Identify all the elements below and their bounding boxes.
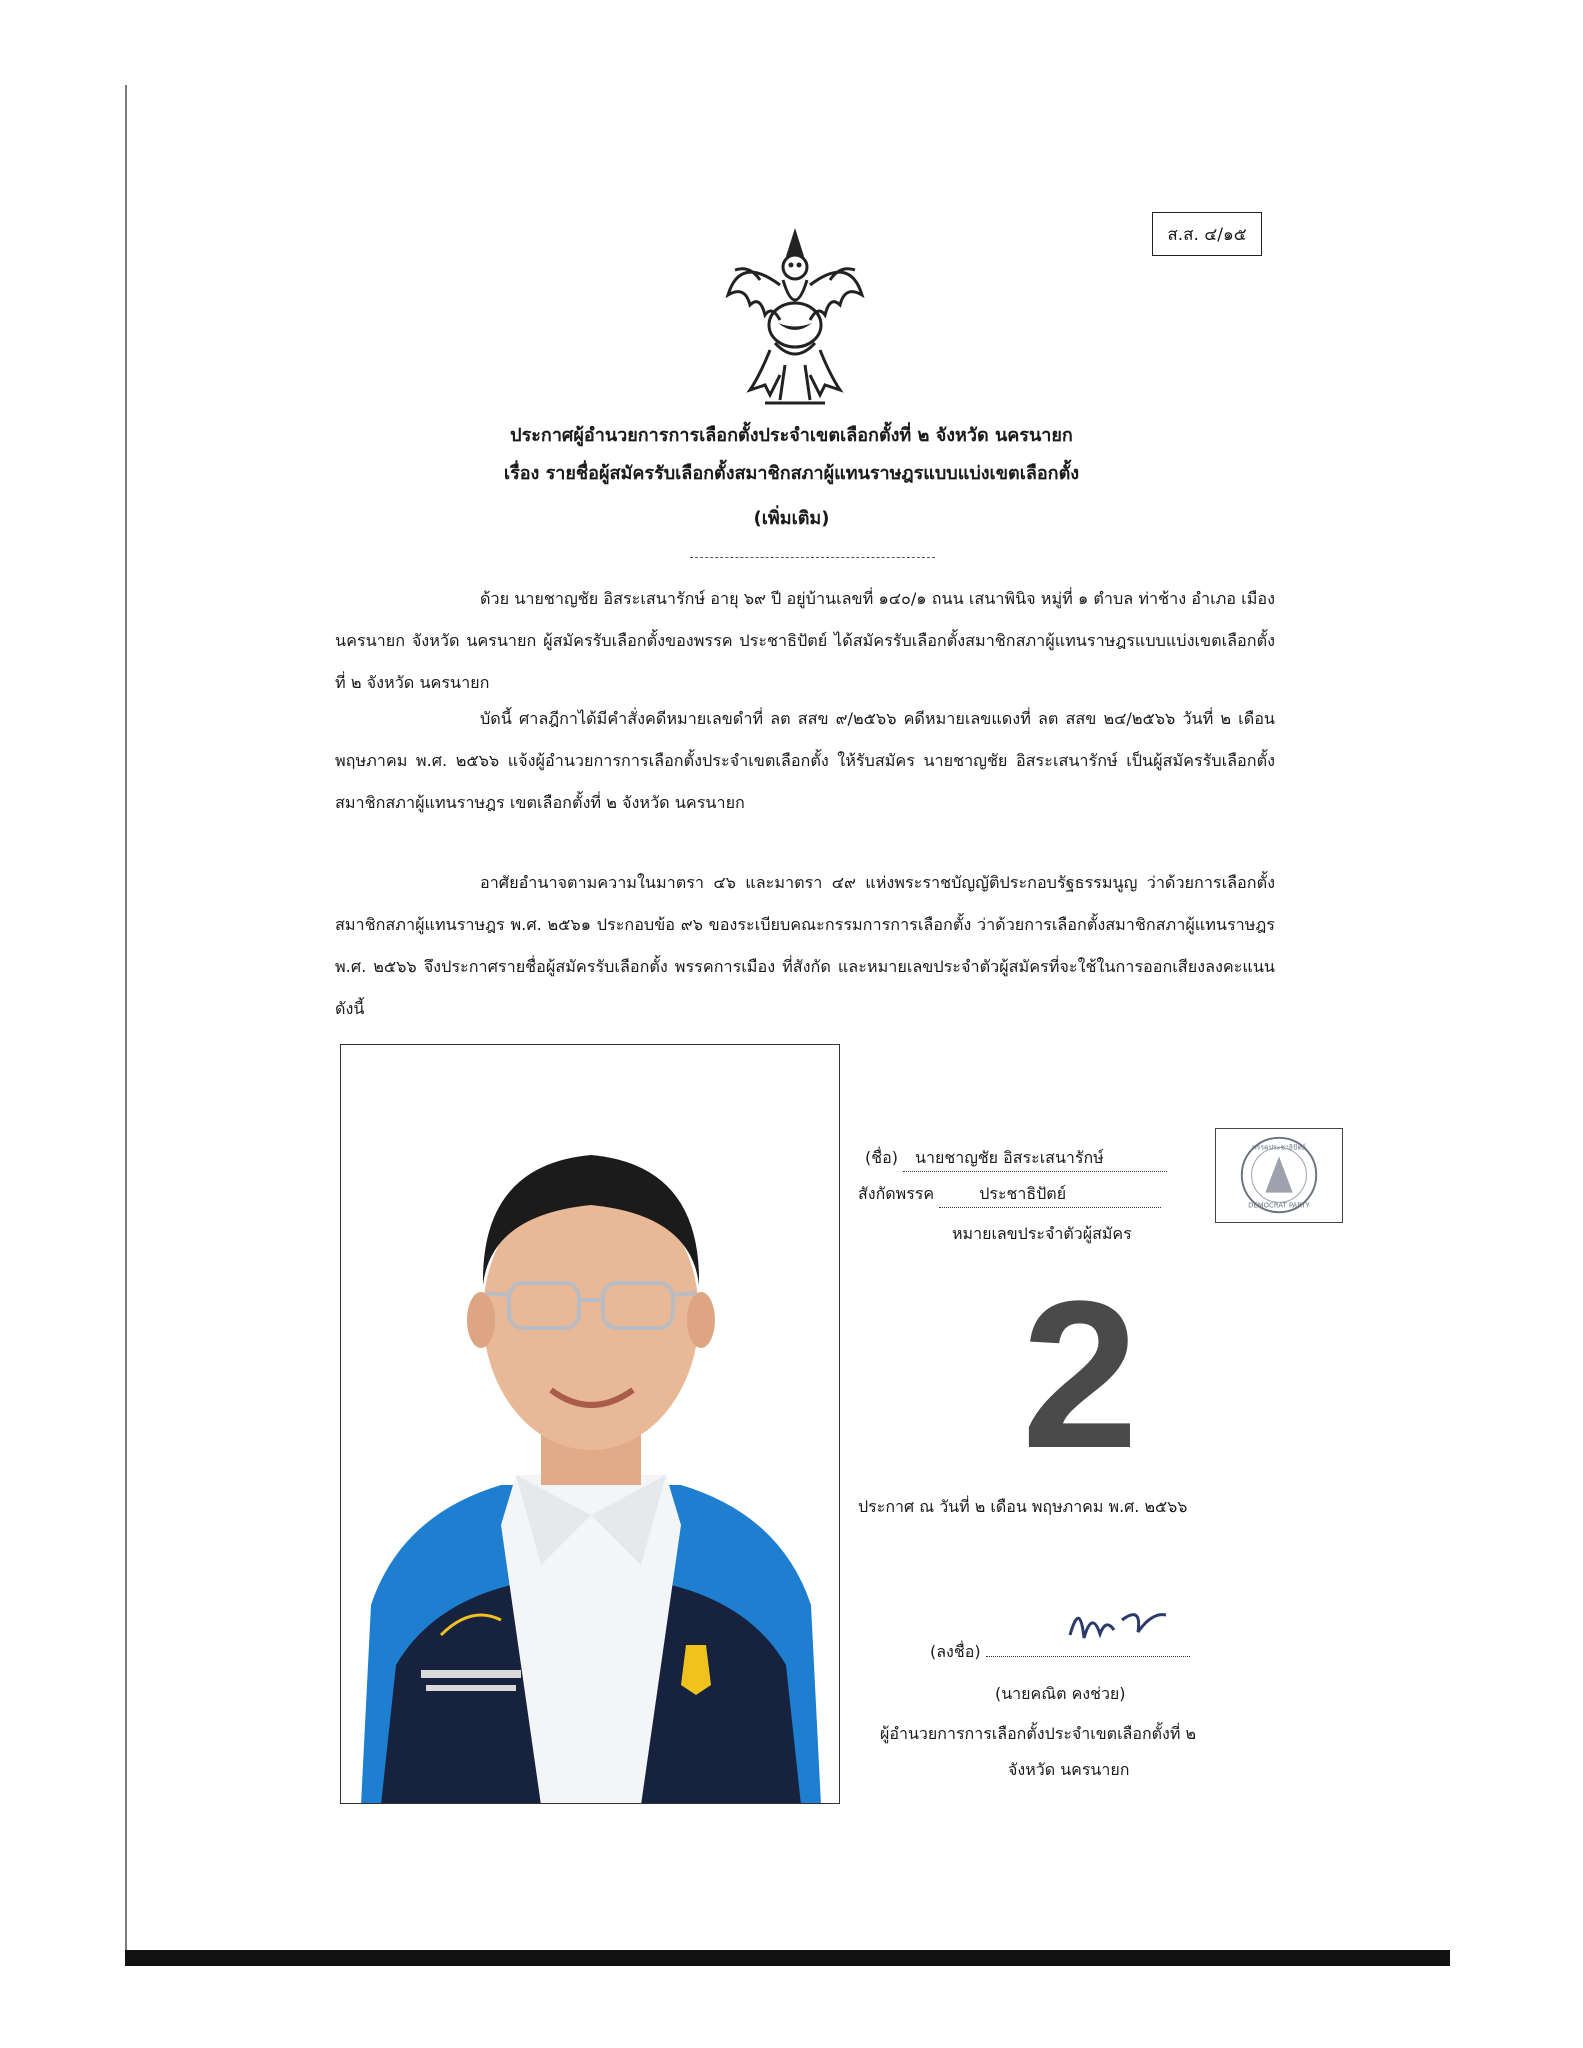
seal-text-th: พรรคประชาธิปัตย์: [1252, 1143, 1306, 1152]
candidate-name-label: (ชื่อ): [865, 1148, 898, 1167]
candidate-party-label: สังกัดพรรค: [858, 1184, 935, 1203]
candidate-name: นายชาญชัย อิสระเสนารักษ์: [903, 1146, 1167, 1172]
title-line-3: (เพิ่มเติม): [753, 508, 830, 529]
signatory-title: ผู้อำนวยการการเลือกตั้งประจำเขตเลือกตั้งที่ ๒: [880, 1724, 1197, 1743]
signature-line: [986, 1656, 1190, 1657]
paragraph-applicant: ด้วย นายชาญชัย อิสระเสนารักษ์ อายุ ๖๙ ปี อยู่บ้านเลขที่ ๑๔๐/๑ ถนน เสนาพินิจ หมู่ที่ ๑ ตำบล ท่าช้าง อำเภอ เมืองนครนายก จังหวัด นครนายก ผู้สมัครรับเลือกตั้งของพรรค ประชาธิปัตย์ ได้สมัครรับเลือกตั้งสมาชิกสภาผู้แทนราษฎรแบบแบ่งเขตเลือกตั้งที่ ๒ จังหวัด นครนายก: [335, 589, 1275, 692]
party-seal: [1215, 1128, 1343, 1223]
candidate-ballot-number: 2: [1021, 1257, 1139, 1492]
candidate-number-label: หมายเลขประจำตัวผู้สมัคร: [952, 1224, 1132, 1243]
candidate-photo: [340, 1044, 840, 1804]
signature-label: (ลงชื่อ): [930, 1642, 981, 1661]
candidate-name-row: [865, 1146, 1167, 1172]
form-code-box: ส.ส. ๔/๑๕: [1152, 212, 1262, 256]
seal-text-en: DEMOCRAT PARTY: [1248, 1201, 1310, 1210]
title-divider: [690, 557, 935, 558]
garuda-emblem-icon: [720, 225, 870, 410]
announcement-date: ประกาศ ณ วันที่ ๒ เดือน พฤษภาคม พ.ศ. ๒๕๖๖: [858, 1497, 1188, 1516]
party-pin: [681, 1645, 711, 1695]
scan-edge-line: [125, 85, 127, 1955]
candidate-party: ประชาธิปัตย์: [939, 1182, 1161, 1208]
signatory-province: จังหวัด นครนายก: [1008, 1760, 1130, 1779]
signatory-name: (นายคณิต คงช่วย): [995, 1684, 1126, 1703]
candidate-party-row: [858, 1182, 1161, 1208]
paragraph-court-order: บัดนี้ ศาลฎีกาได้มีคำสั่งคดีหมายเลขดำที่ ลต สสข ๙/๒๕๖๖ คดีหมายเลขแดงที่ ลต สสข ๒๔/๒๕๖๖ วันที่ ๒ เดือน พฤษภาคม พ.ศ. ๒๕๖๖ แจ้งผู้อำนวยการการเลือกตั้งประจำเขตเลือกตั้ง ให้รับสมัคร นายชาญชัย อิสระเสนารักษ์ เป็นผู้สมัครรับเลือกตั้งสมาชิกสภาผู้แทนราษฎร เขตเลือกตั้งที่ ๒ จังหวัด นครนายก: [335, 709, 1275, 812]
scan-bottom-band: [125, 1950, 1450, 1966]
title-line-1: ประกาศผู้อำนวยการการเลือกตั้งประจำเขตเลือกตั้งที่ ๒ จังหวัด นครนายก: [510, 425, 1073, 446]
signature-row: [930, 1640, 1190, 1665]
title-line-2: เรื่อง รายชื่อผู้สมัครรับเลือกตั้งสมาชิกสภาผู้แทนราษฎรแบบแบ่งเขตเลือกตั้ง: [503, 463, 1080, 484]
seal-emblem-icon: [1265, 1156, 1292, 1192]
paragraph-legal-basis: อาศัยอำนาจตามความในมาตรา ๔๖ และมาตรา ๔๙ แห่งพระราชบัญญัติประกอบรัฐธรรมนูญ ว่าด้วยการเลือกตั้งสมาชิกสภาผู้แทนราษฎร พ.ศ. ๒๕๖๑ ประกอบข้อ ๙๖ ของระเบียบคณะกรรมการการเลือกตั้ง ว่าด้วยการเลือกตั้งสมาชิกสภาผู้แทนราษฎร พ.ศ. ๒๕๖๖ จึงประกาศรายชื่อผู้สมัครรับเลือกตั้ง พรรคการเมือง ที่สังกัด และหมายเลขประจำตัวผู้สมัครที่จะใช้ในการออกเสียงลงคะแนน ดังนี้: [335, 873, 1275, 1018]
